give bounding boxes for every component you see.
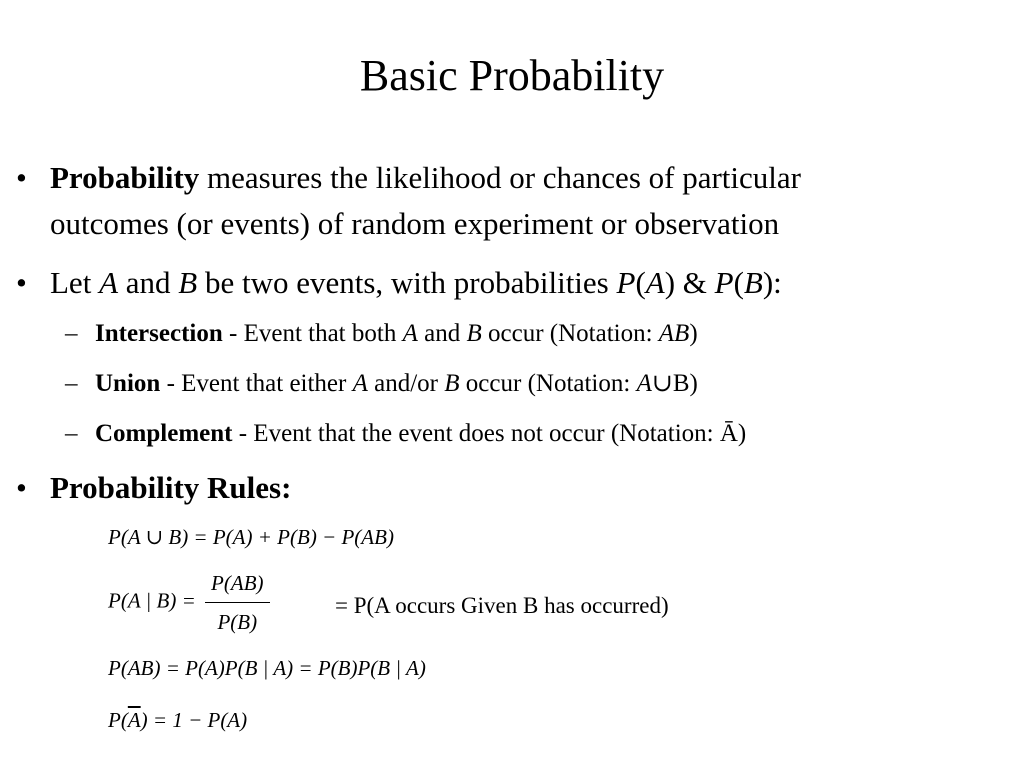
fraction-numerator: P(AB): [205, 568, 269, 603]
var-a: A: [402, 320, 418, 347]
sub-text: and: [417, 320, 467, 347]
comp-a-bar: $\overline{A}$: [127, 708, 141, 732]
paren: ): [664, 265, 676, 300]
conditional-lhs: P(A | B) =: [108, 588, 196, 613]
comp-rest: ) = 1 − P(A): [140, 708, 248, 732]
var-b: B: [466, 320, 482, 347]
var-a: A: [352, 370, 368, 397]
subbullet-complement: [65, 414, 747, 454]
bullet-probability-rules: [16, 465, 292, 511]
bullet-text-line2: outcomes (or events) of random experiment or observation: [50, 206, 780, 241]
subbullet-union: [65, 364, 698, 404]
fraction-denominator: P(B): [217, 610, 258, 634]
bullet-mark: •: [16, 160, 27, 195]
bullet-text: be two events, with probabilities: [197, 265, 617, 300]
sub-text: occur (Notation:: [459, 370, 637, 397]
sub-text: - Event that the event does not occur (Notation:: [232, 420, 720, 447]
sub-mark: –: [65, 370, 78, 397]
equation-union-rule: P(A ∪ B) = P(A) + P(B) − P(AB): [108, 525, 394, 549]
subbullet-intersection: [65, 314, 698, 354]
term-probability-rules: Probability Rules:: [50, 470, 292, 505]
sub-text: - Event that either: [160, 370, 353, 397]
conditional-explanation: = P(A occurs Given B has occurred): [335, 593, 669, 618]
sub-text: and/or: [367, 370, 445, 397]
equation-multiplication-rule: P(AB) = P(A)P(B | A) = P(B)P(B | A): [108, 656, 426, 680]
sub-text: ): [737, 420, 747, 447]
equation-conditional: [108, 568, 270, 637]
var-a: A: [636, 370, 652, 397]
var-a: A: [99, 265, 118, 300]
sub-mark: –: [65, 320, 78, 347]
bullet-text: Let: [50, 265, 100, 300]
bullet-mark: •: [16, 265, 27, 300]
paren: (: [635, 265, 646, 300]
fraction: [205, 568, 269, 637]
term-intersection: Intersection: [95, 320, 223, 347]
var-b: B: [743, 265, 763, 300]
paren: (: [733, 265, 744, 300]
sub-text: ): [689, 320, 698, 347]
term-complement: Complement: [95, 420, 233, 447]
comp-p: P(: [108, 708, 128, 732]
bullet-text-line1: measures the likelihood or chances of particular: [199, 160, 801, 195]
var-b: B: [444, 370, 460, 397]
var-b: B: [178, 265, 198, 300]
term-union: Union: [95, 370, 161, 397]
var-ab: AB: [658, 320, 690, 347]
sub-mark: –: [65, 420, 78, 447]
term-probability: Probability: [50, 160, 200, 195]
bullet-text: &: [675, 265, 715, 300]
bullet-let-events: [16, 260, 782, 306]
bullet-text: and: [118, 265, 179, 300]
var-p: P: [714, 265, 734, 300]
equation-complement-rule: [108, 705, 247, 735]
paren: ):: [762, 265, 782, 300]
slide-title: Basic Probability: [359, 51, 665, 100]
sub-text: B): [672, 370, 698, 397]
sub-text: occur (Notation:: [481, 320, 659, 347]
var-p: P: [616, 265, 636, 300]
bullet-mark: •: [16, 470, 27, 505]
sub-text: - Event that both: [222, 320, 403, 347]
var-a: A: [645, 265, 665, 300]
union-symbol: ∪: [651, 370, 673, 397]
bullet-probability-definition: [16, 155, 801, 247]
complement-symbol: Ā: [719, 420, 738, 447]
